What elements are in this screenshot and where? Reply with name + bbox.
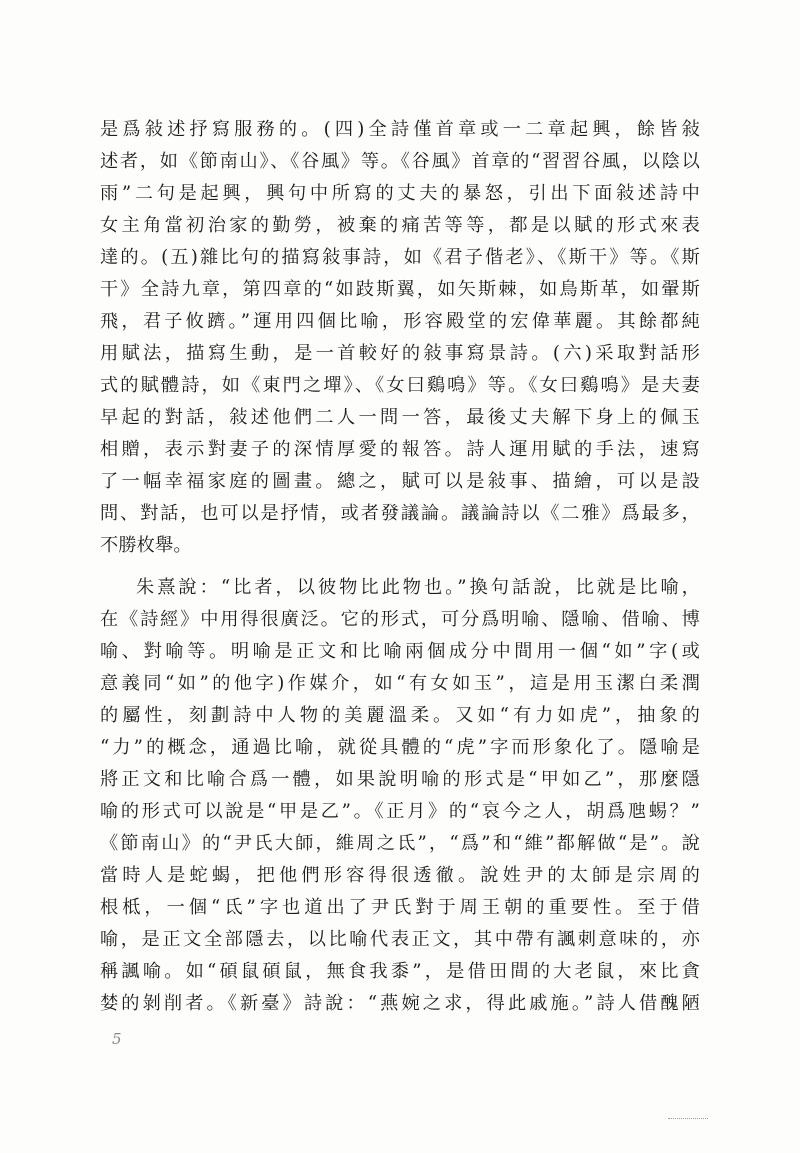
- paragraph-gap: [100, 562, 700, 572]
- text-line: 式的賦體詩，如《東門之墠》、《女曰鷄鳴》等。《女曰鷄鳴》是夫妻: [100, 375, 700, 396]
- text-line: 稱諷喻。如“碩鼠碩鼠，無食我黍”，是借田間的大老鼠，來比貪: [100, 961, 700, 982]
- text-line: 相贈，表示對妻子的深情厚愛的報答。詩人運用賦的手法，速寫: [100, 439, 700, 460]
- page-number: 5: [112, 1030, 122, 1048]
- paragraph-1: [100, 114, 700, 562]
- text-line: 不勝枚舉。: [100, 535, 192, 556]
- text-line: 干》全詩九章，第四章的“如跂斯翼，如矢斯棘，如鳥斯革，如翬斯: [100, 279, 700, 300]
- text-line: 婪的剝削者。《新臺》詩說：“燕婉之求，得此戚施。”詩人借醜陋: [100, 993, 700, 1014]
- text-line: 喻的形式可以說是“甲是乙”。《正月》的“哀今之人，胡爲虺蜴？”: [100, 801, 700, 822]
- text-line: “力”的概念，通過比喻，就從具體的“虎”字而形象化了。隱喻是: [100, 737, 700, 758]
- text-line: 當時人是蛇蝎，把他們形容得很透徹。說姓尹的太師是宗周的: [100, 865, 700, 886]
- text-line: 在《詩經》中用得很廣泛。它的形式，可分爲明喻、隱喻、借喻、博: [100, 609, 700, 630]
- text-line: 《節南山》的“尹氏大師，維周之氐”，“爲”和“維”都解做“是”。說: [100, 833, 700, 854]
- text-line: 的屬性，刻劃詩中人物的美麗溫柔。又如“有力如虎”，抽象的: [100, 705, 700, 726]
- text-line: 意義同“如”的他字)作媒介，如“有女如玉”，這是用玉潔白柔潤: [100, 673, 700, 694]
- text-line: 喻、對喻等。明喻是正文和比喻兩個成分中間用一個“如”字(或: [100, 641, 700, 662]
- text-line: 喻，是正文全部隱去，以比喻代表正文，其中帶有諷刺意味的，亦: [100, 929, 700, 950]
- scan-mark: [668, 1118, 708, 1123]
- text-line: 達的。(五)雜比句的描寫敍事詩，如《君子偕老》、《斯干》等。《斯: [100, 247, 700, 268]
- text-line: 早起的對話，敍述他們二人一問一答，最後丈夫解下身上的佩玉: [100, 407, 700, 428]
- text-line: 述者，如《節南山》、《谷風》等。《谷風》首章的“習習谷風，以陰以: [100, 151, 700, 172]
- text-line: 飛，君子攸躋。”運用四個比喻，形容殿堂的宏偉華麗。其餘都純: [100, 311, 700, 332]
- paragraph-2: [100, 572, 700, 1020]
- text-line: 朱熹說：“比者，以彼物比此物也。”換句話說，比就是比喻，: [136, 577, 700, 598]
- text-line: 將正文和比喻合爲一體，如果說明喻的形式是“甲如乙”，那麼隱: [100, 769, 700, 790]
- text-line: 雨”二句是起興，興句中所寫的丈夫的暴怒，引出下面敍述詩中: [100, 183, 700, 204]
- text-line: 了一幅幸福家庭的圖畫。總之，賦可以是敍事、描繪，可以是設: [100, 471, 700, 492]
- text-line: 問、對話，也可以是抒情，或者發議論。議論詩以《二雅》爲最多，: [100, 503, 700, 524]
- text-line: 根柢，一個“氐”字也道出了尹氏對于周王朝的重要性。至于借: [100, 897, 700, 918]
- text-line: 用賦法，描寫生動，是一首較好的敍事寫景詩。(六)采取對話形: [100, 343, 700, 364]
- text-line: 女主角當初治家的勤勞，被棄的痛苦等等，都是以賦的形式來表: [100, 215, 700, 236]
- text-line: 是爲敍述抒寫服務的。(四)全詩僅首章或一二章起興，餘皆敍: [100, 119, 700, 140]
- body-text: [100, 114, 700, 1020]
